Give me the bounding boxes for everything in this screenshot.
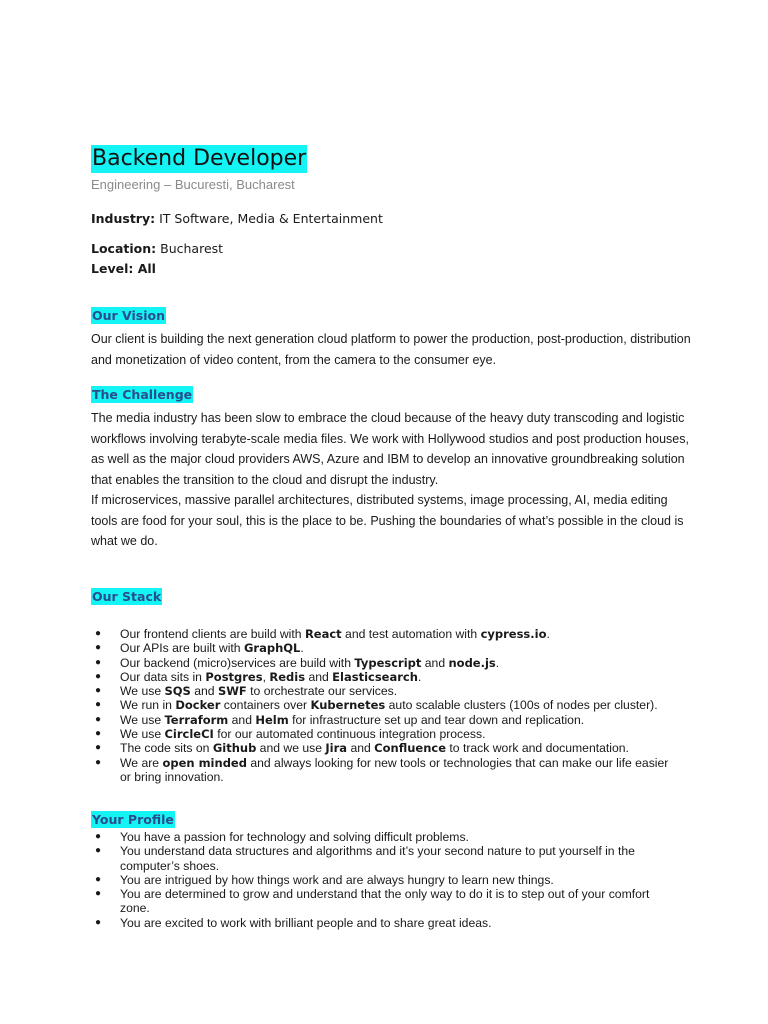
- stack-term: React: [304, 627, 342, 641]
- stack-term: Github: [212, 741, 257, 756]
- bullet-icon: ●: [95, 642, 102, 654]
- stack-item: [91, 741, 681, 755]
- stack-text: .: [300, 641, 304, 656]
- stack-item: [91, 670, 681, 684]
- stack-text: to orchestrate our services.: [246, 684, 398, 699]
- vision-text: [91, 329, 691, 370]
- challenge-heading: The Challenge: [92, 387, 193, 402]
- stack-term: node.js: [448, 655, 496, 670]
- stack-item: [91, 698, 681, 712]
- stack-text: Our backend (micro)services are build with: [120, 655, 355, 670]
- stack-text: and: [305, 669, 333, 684]
- stack-text: .: [495, 655, 500, 670]
- stack-text: for our automated continuous integration process.: [213, 727, 486, 742]
- stack-term: cypress.io: [480, 627, 547, 641]
- stack-text: .: [546, 627, 550, 641]
- stack-item: [91, 713, 681, 727]
- challenge-text: [91, 408, 691, 552]
- profile-item: [91, 844, 681, 873]
- stack-text: and: [228, 712, 256, 727]
- stack-item: [91, 756, 681, 785]
- profile-item: [91, 916, 681, 930]
- stack-term: GraphQL: [243, 641, 301, 656]
- bullet-icon: ●: [95, 916, 102, 928]
- stack-item: [91, 641, 681, 655]
- profile-text: You understand data structures and algorithms and it’s your second nature to put yourself in the computer’s shoes.: [120, 844, 635, 873]
- stack-text: We use: [120, 684, 165, 699]
- profile-text: You are determined to grow and understand that the only way to do it is to step out of your comfort zone.: [120, 887, 650, 916]
- stack-text: Our APIs are built with: [120, 641, 244, 656]
- bullet-icon: ●: [95, 742, 102, 754]
- stack-text: to track work and documentation.: [446, 741, 629, 756]
- stack-item: [91, 627, 681, 641]
- profile-text: You have a passion for technology and solving difficult problems.: [120, 830, 469, 844]
- stack-text: We use: [120, 727, 165, 742]
- level-line: [91, 261, 156, 276]
- stack-term: CircleCI: [164, 727, 214, 742]
- stack-term: open minded: [162, 755, 247, 770]
- stack-text: and: [347, 741, 375, 756]
- profile-text: You are intrigued by how things work and are always hungry to learn new things.: [120, 872, 554, 887]
- stack-text: and: [190, 684, 218, 699]
- industry-line: [91, 211, 383, 226]
- bullet-icon: ●: [95, 888, 102, 900]
- bullet-icon: ●: [95, 756, 102, 768]
- profile-heading: Your Profile: [92, 812, 174, 827]
- stack-term: Kubernetes: [310, 698, 386, 713]
- stack-term: SWF: [217, 684, 247, 699]
- stack-text: We are: [120, 755, 163, 770]
- job-title: Backend Developer: [92, 146, 307, 171]
- stack-term: Confluence: [374, 741, 447, 756]
- location-label: Location:: [91, 241, 157, 256]
- location-line: [91, 241, 223, 256]
- stack-text: and always looking for new tools or technologies that can make our life easier or bring innovation.: [120, 755, 669, 784]
- stack-text: .: [417, 669, 422, 684]
- profile-item: [91, 830, 681, 844]
- stack-text: and we use: [256, 741, 326, 756]
- stack-term: Jira: [325, 741, 348, 756]
- location-value: Bucharest: [156, 241, 224, 256]
- stack-item: [91, 727, 681, 741]
- stack-text: for infrastructure set up and tear down and replication.: [288, 712, 585, 727]
- profile-item: [91, 887, 681, 916]
- stack-text: and test automation with: [341, 627, 481, 641]
- bullet-icon: ●: [95, 713, 102, 725]
- stack-text: and: [421, 655, 449, 670]
- stack-text: Our data sits in: [120, 669, 206, 684]
- bullet-icon: ●: [95, 628, 102, 639]
- stack-text: ,: [262, 669, 270, 684]
- stack-item: [91, 656, 681, 670]
- vision-paragraph: Our client is building the next generation cloud platform to power the production, post-production, distribution and monetization of video content, from the camera to the consumer eye.: [91, 332, 691, 367]
- stack-text: Our frontend clients are build with: [120, 627, 305, 641]
- job-subtitle: Engineering – Bucuresti, Bucharest: [91, 177, 295, 192]
- bullet-icon: ●: [95, 845, 102, 857]
- challenge-paragraph-1: The media industry has been slow to embrace the cloud because of the heavy duty transcoding and logistic workflows involving terabyte-scale media files. We work with Hollywood studios and post production houses, as well as the major cloud providers AWS, Azure and IBM to develop an innovative groundbreaking solution that enables the transition to the cloud and disrupt the industry.: [91, 411, 689, 487]
- bullet-icon: ●: [95, 685, 102, 697]
- bullet-icon: ●: [95, 656, 102, 668]
- stack-term: SQS: [164, 684, 191, 699]
- level-label: Level: All: [91, 261, 156, 276]
- stack-item: [91, 684, 681, 698]
- stack-list: [91, 627, 681, 784]
- stack-term: Redis: [269, 669, 306, 684]
- profile-item: [91, 873, 681, 887]
- stack-term: Docker: [175, 698, 221, 713]
- industry-label: Industry:: [91, 211, 156, 226]
- bullet-icon: ●: [95, 699, 102, 711]
- profile-text: You are excited to work with brilliant people and to share great ideas.: [120, 915, 492, 930]
- stack-term: Terraform: [164, 712, 229, 727]
- stack-text: auto scalable clusters (100s of nodes per cluster).: [385, 698, 658, 713]
- stack-term: Helm: [255, 712, 289, 727]
- stack-text: We use: [120, 712, 165, 727]
- stack-text: The code sits on: [120, 741, 213, 756]
- stack-text: containers over: [220, 698, 311, 713]
- stack-term: Postgres: [205, 669, 263, 684]
- challenge-paragraph-2: If microservices, massive parallel architectures, distributed systems, image processing, AI, media editing tools are food for your soul, this is the place to be. Pushing the boundaries of what’s possible in the cloud is what we do.: [91, 493, 684, 548]
- stack-text: We run in: [120, 698, 176, 713]
- bullet-icon: ●: [95, 873, 102, 885]
- profile-list: [91, 830, 681, 930]
- bullet-icon: ●: [95, 670, 102, 682]
- bullet-icon: ●: [95, 728, 102, 740]
- industry-value: IT Software, Media & Entertainment: [155, 211, 383, 226]
- stack-heading: Our Stack: [92, 589, 162, 604]
- bullet-icon: ●: [95, 831, 102, 842]
- vision-heading: Our Vision: [92, 308, 165, 323]
- stack-term: Elasticsearch: [332, 669, 418, 684]
- stack-term: Typescript: [354, 655, 422, 670]
